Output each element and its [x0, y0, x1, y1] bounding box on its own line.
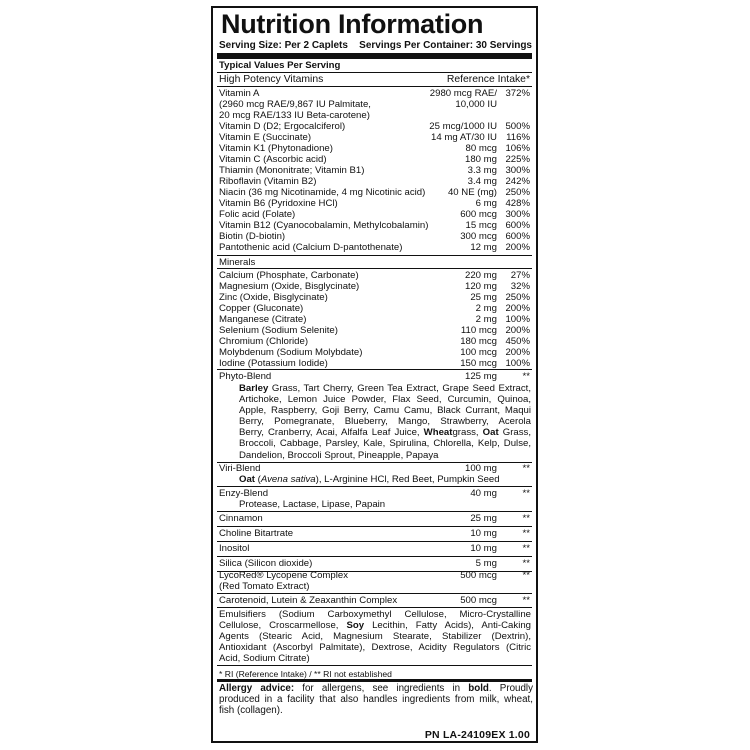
ingredient-percent: ** [522, 528, 530, 539]
ingredient-line: Berry, Cranberry, Acai, Alfalfa Leaf Juice, Wheatgrass, Oat Grass, [239, 427, 532, 439]
mineral-percent: 100% [505, 314, 530, 325]
ingredient-amount: 10 mg [470, 543, 497, 554]
phyto-blend-percent: ** [522, 371, 530, 382]
mineral-percent: 200% [505, 325, 530, 336]
viri-blend-amount: 100 mg [465, 463, 497, 474]
divider [217, 541, 532, 542]
phyto-blend-name: Phyto-Blend [219, 371, 272, 382]
vitamin-amount: 600 mcg [460, 209, 497, 220]
lycored-percent: ** [522, 570, 530, 581]
mineral-percent: 250% [505, 292, 530, 303]
ingredient-line: Acid, Sodium Citrate) [219, 653, 310, 665]
thick-divider [217, 53, 532, 59]
divider [217, 665, 532, 666]
ingredient-line: Agents (Stearic Acid, Magnesium Stearate, Stabilizer (Dextrin), [219, 631, 531, 643]
ingredient-line: Antioxidant (Ascorbyl Palmitate), Dextrose, Acidity Regulators (Citric [219, 642, 531, 654]
vitamin-amount: 80 mcg [465, 143, 497, 154]
ingredient-line: Barley Grass, Tart Cherry, Green Tea Extract, Grape Seed Extract, [239, 383, 531, 394]
vitamin-name: (2960 mcg RAE/9,867 IU Palmitate, [219, 99, 371, 110]
vitamins-heading: High Potency Vitamins [219, 74, 324, 85]
vitamin-percent: 600% [505, 231, 530, 242]
vitamin-amount: 12 mg [470, 242, 497, 253]
vitamin-name: Biotin (D-biotin) [219, 231, 286, 242]
enzy-blend-percent: ** [522, 488, 530, 499]
vitamin-amount: 10,000 IU [455, 99, 497, 110]
mineral-amount: 120 mg [465, 281, 497, 292]
ingredient-name: Cinnamon [219, 513, 263, 524]
ingredient-line: Apple, Raspberry, Goji Berry, Camu Camu, Black Currant, Maqui [239, 405, 531, 417]
minerals-heading: Minerals [219, 257, 256, 268]
lycored-name: LycoRed® Lycopene Complex [219, 570, 349, 581]
enzy-blend-ingredients: Protease, Lactase, Lipase, Papain [239, 499, 386, 510]
mineral-percent: 200% [505, 303, 530, 314]
vitamin-percent: 250% [505, 187, 530, 198]
mineral-name: Iodine (Potassium Iodide) [219, 358, 328, 369]
allergy-line: Allergy advice: for allergens, see ingredients in bold. Proudly [219, 683, 534, 694]
vitamin-amount: 180 mg [465, 154, 497, 165]
reference-intake-heading: Reference Intake* [446, 74, 530, 85]
ingredient-line: Dandelion, Broccoli Sprout, Pineapple, Papaya [239, 449, 439, 461]
allergy-advice [219, 683, 533, 716]
divider [217, 486, 532, 487]
viri-blend-name: Viri-Blend [219, 463, 261, 474]
vitamin-name: Vitamin B6 (Pyridoxine HCl) [219, 198, 338, 209]
viri-blend-percent: ** [522, 463, 530, 474]
vitamin-amount: 40 NE (mg) [447, 187, 497, 198]
vitamin-name: Riboflavin (Vitamin B2) [219, 176, 317, 187]
ingredient-percent: ** [522, 543, 530, 554]
vitamin-amount: 15 mcg [465, 220, 497, 231]
mineral-name: Magnesium (Oxide, Bisglycinate) [219, 281, 360, 292]
divider [217, 72, 532, 73]
footnote: * RI (Reference Intake) / ** RI not established [219, 669, 392, 679]
vitamin-name: Vitamin B12 (Cyanocobalamin, Methylcobalamin) [219, 220, 429, 231]
mineral-percent: 200% [505, 347, 530, 358]
divider [217, 86, 532, 87]
allergy-line: fish (collagen). [219, 705, 283, 716]
ingredient-line: Cellulose, Croscarmellose, Soy Lecithin, Fatty Acids), Anti-Caking [219, 620, 531, 632]
ingredient-amount: 5 mg [475, 558, 497, 569]
vitamin-name: Pantothenic acid (Calcium D-pantothenate) [219, 242, 403, 253]
divider [217, 556, 532, 557]
mineral-amount: 100 mcg [460, 347, 497, 358]
vitamin-name: 20 mcg RAE/133 IU Beta-carotene) [219, 110, 370, 121]
divider [217, 593, 532, 594]
panel-title: Nutrition Information [221, 9, 484, 39]
vitamin-percent: 372% [505, 88, 530, 99]
nutrition-panel [211, 6, 538, 743]
vitamin-percent: 242% [505, 176, 530, 187]
ingredient-line: Berry, Pomegranate, Blueberry, Mango, Strawberry, Acerola [239, 416, 531, 428]
divider [217, 607, 532, 608]
mineral-percent: 450% [505, 336, 530, 347]
mineral-percent: 27% [510, 270, 530, 281]
ingredient-line: Emulsifiers (Sodium Carboxymethyl Cellulose, Micro-Crystalline [219, 609, 531, 620]
vitamin-name: Vitamin E (Succinate) [219, 132, 312, 143]
servings-per-container: Servings Per Container: 30 Servings [359, 40, 532, 51]
lycored-source: (Red Tomato Extract) [219, 581, 310, 592]
allergy-line: produced in a facility that also handles ingredients from milk, wheat, [219, 694, 533, 705]
ingredient-percent: ** [522, 513, 530, 524]
mineral-name: Selenium (Sodium Selenite) [219, 325, 338, 336]
ingredient-amount: 25 mg [470, 513, 497, 524]
phyto-blend-ingredients [239, 383, 531, 461]
vitamin-name: Vitamin D (D2; Ergocalciferol) [219, 121, 346, 132]
vitamin-percent: 106% [505, 143, 530, 154]
phyto-blend-amount: 125 mg [465, 371, 497, 382]
vitamin-amount: 3.3 mg [467, 165, 497, 176]
mineral-name: Manganese (Citrate) [219, 314, 307, 325]
divider [217, 369, 532, 370]
ingredient-line: Broccoli, Cabbage, Parsley, Kale, Spirulina, Chlorella, Kelp, Dulse, [239, 438, 531, 450]
other-ingredients [219, 609, 531, 664]
mineral-amount: 2 mg [475, 303, 497, 314]
vitamin-amount: 14 mg AT/30 IU [431, 132, 497, 143]
enzy-blend-name: Enzy-Blend [219, 488, 269, 499]
divider [217, 255, 532, 256]
divider [217, 526, 532, 527]
divider [217, 511, 532, 512]
carotenoid-percent: ** [522, 595, 530, 606]
mineral-amount: 220 mg [465, 270, 497, 281]
vitamin-name: Thiamin (Mononitrate; Vitamin B1) [219, 165, 365, 176]
typical-values-heading: Typical Values Per Serving [219, 60, 341, 71]
vitamin-name: Vitamin C (Ascorbic acid) [219, 154, 327, 165]
mineral-name: Zinc (Oxide, Bisglycinate) [219, 292, 328, 303]
mineral-amount: 110 mcg [460, 325, 497, 336]
mineral-amount: 150 mcg [460, 358, 497, 369]
mineral-amount: 180 mcg [460, 336, 497, 347]
vitamin-amount: 300 mcg [460, 231, 497, 242]
mineral-name: Molybdenum (Sodium Molybdate) [219, 347, 363, 358]
mineral-name: Chromium (Chloride) [219, 336, 309, 347]
ingredient-name: Silica (Silicon dioxide) [219, 558, 313, 569]
ingredient-amount: 10 mg [470, 528, 497, 539]
vitamin-amount: 3.4 mg [467, 176, 497, 187]
lycored-amount: 500 mcg [460, 570, 497, 581]
serving-size: Serving Size: Per 2 Caplets [219, 40, 348, 51]
vitamin-amount: 2980 mcg RAE/ [429, 88, 497, 99]
vitamin-percent: 428% [505, 198, 530, 209]
vitamin-percent: 200% [505, 242, 530, 253]
ingredient-name: Inositol [219, 543, 250, 554]
carotenoid-amount: 500 mcg [460, 595, 497, 606]
ingredient-name: Choline Bitartrate [219, 528, 294, 539]
vitamin-percent: 500% [505, 121, 530, 132]
vitamin-name: Vitamin A [219, 88, 260, 99]
serving-info [219, 40, 532, 51]
vitamin-percent: 225% [505, 154, 530, 165]
part-number: PN LA-24109EX 1.00 [424, 729, 530, 741]
vitamin-percent: 600% [505, 220, 530, 231]
vitamin-amount: 25 mcg/1000 IU [429, 121, 497, 132]
mineral-name: Copper (Gluconate) [219, 303, 304, 314]
vitamin-percent: 116% [506, 132, 530, 143]
mineral-percent: 100% [505, 358, 530, 369]
enzy-blend-amount: 40 mg [470, 488, 497, 499]
viri-blend-ingredients: Oat (Avena sativa), L-Arginine HCl, Red Beet, Pumpkin Seed [239, 474, 500, 485]
mineral-amount: 25 mg [470, 292, 497, 303]
vitamin-amount: 6 mg [475, 198, 497, 209]
mineral-percent: 32% [510, 281, 530, 292]
ingredient-line: Artichoke, Lemon Juice Powder, Flax Seed, Curcumin, Quinoa, [239, 394, 531, 406]
ingredient-percent: ** [522, 558, 530, 569]
mineral-amount: 2 mg [475, 314, 497, 325]
thick-divider [217, 679, 532, 682]
vitamin-name: Niacin (36 mg Nicotinamide, 4 mg Nicotinic acid) [219, 187, 426, 198]
divider [217, 268, 532, 269]
vitamin-name: Folic acid (Folate) [219, 209, 296, 220]
vitamin-percent: 300% [505, 165, 530, 176]
carotenoid-name: Carotenoid, Lutein & Zeaxanthin Complex [219, 595, 398, 606]
mineral-name: Calcium (Phosphate, Carbonate) [219, 270, 359, 281]
vitamin-percent: 300% [505, 209, 530, 220]
vitamin-name: Vitamin K1 (Phytonadione) [219, 143, 333, 154]
